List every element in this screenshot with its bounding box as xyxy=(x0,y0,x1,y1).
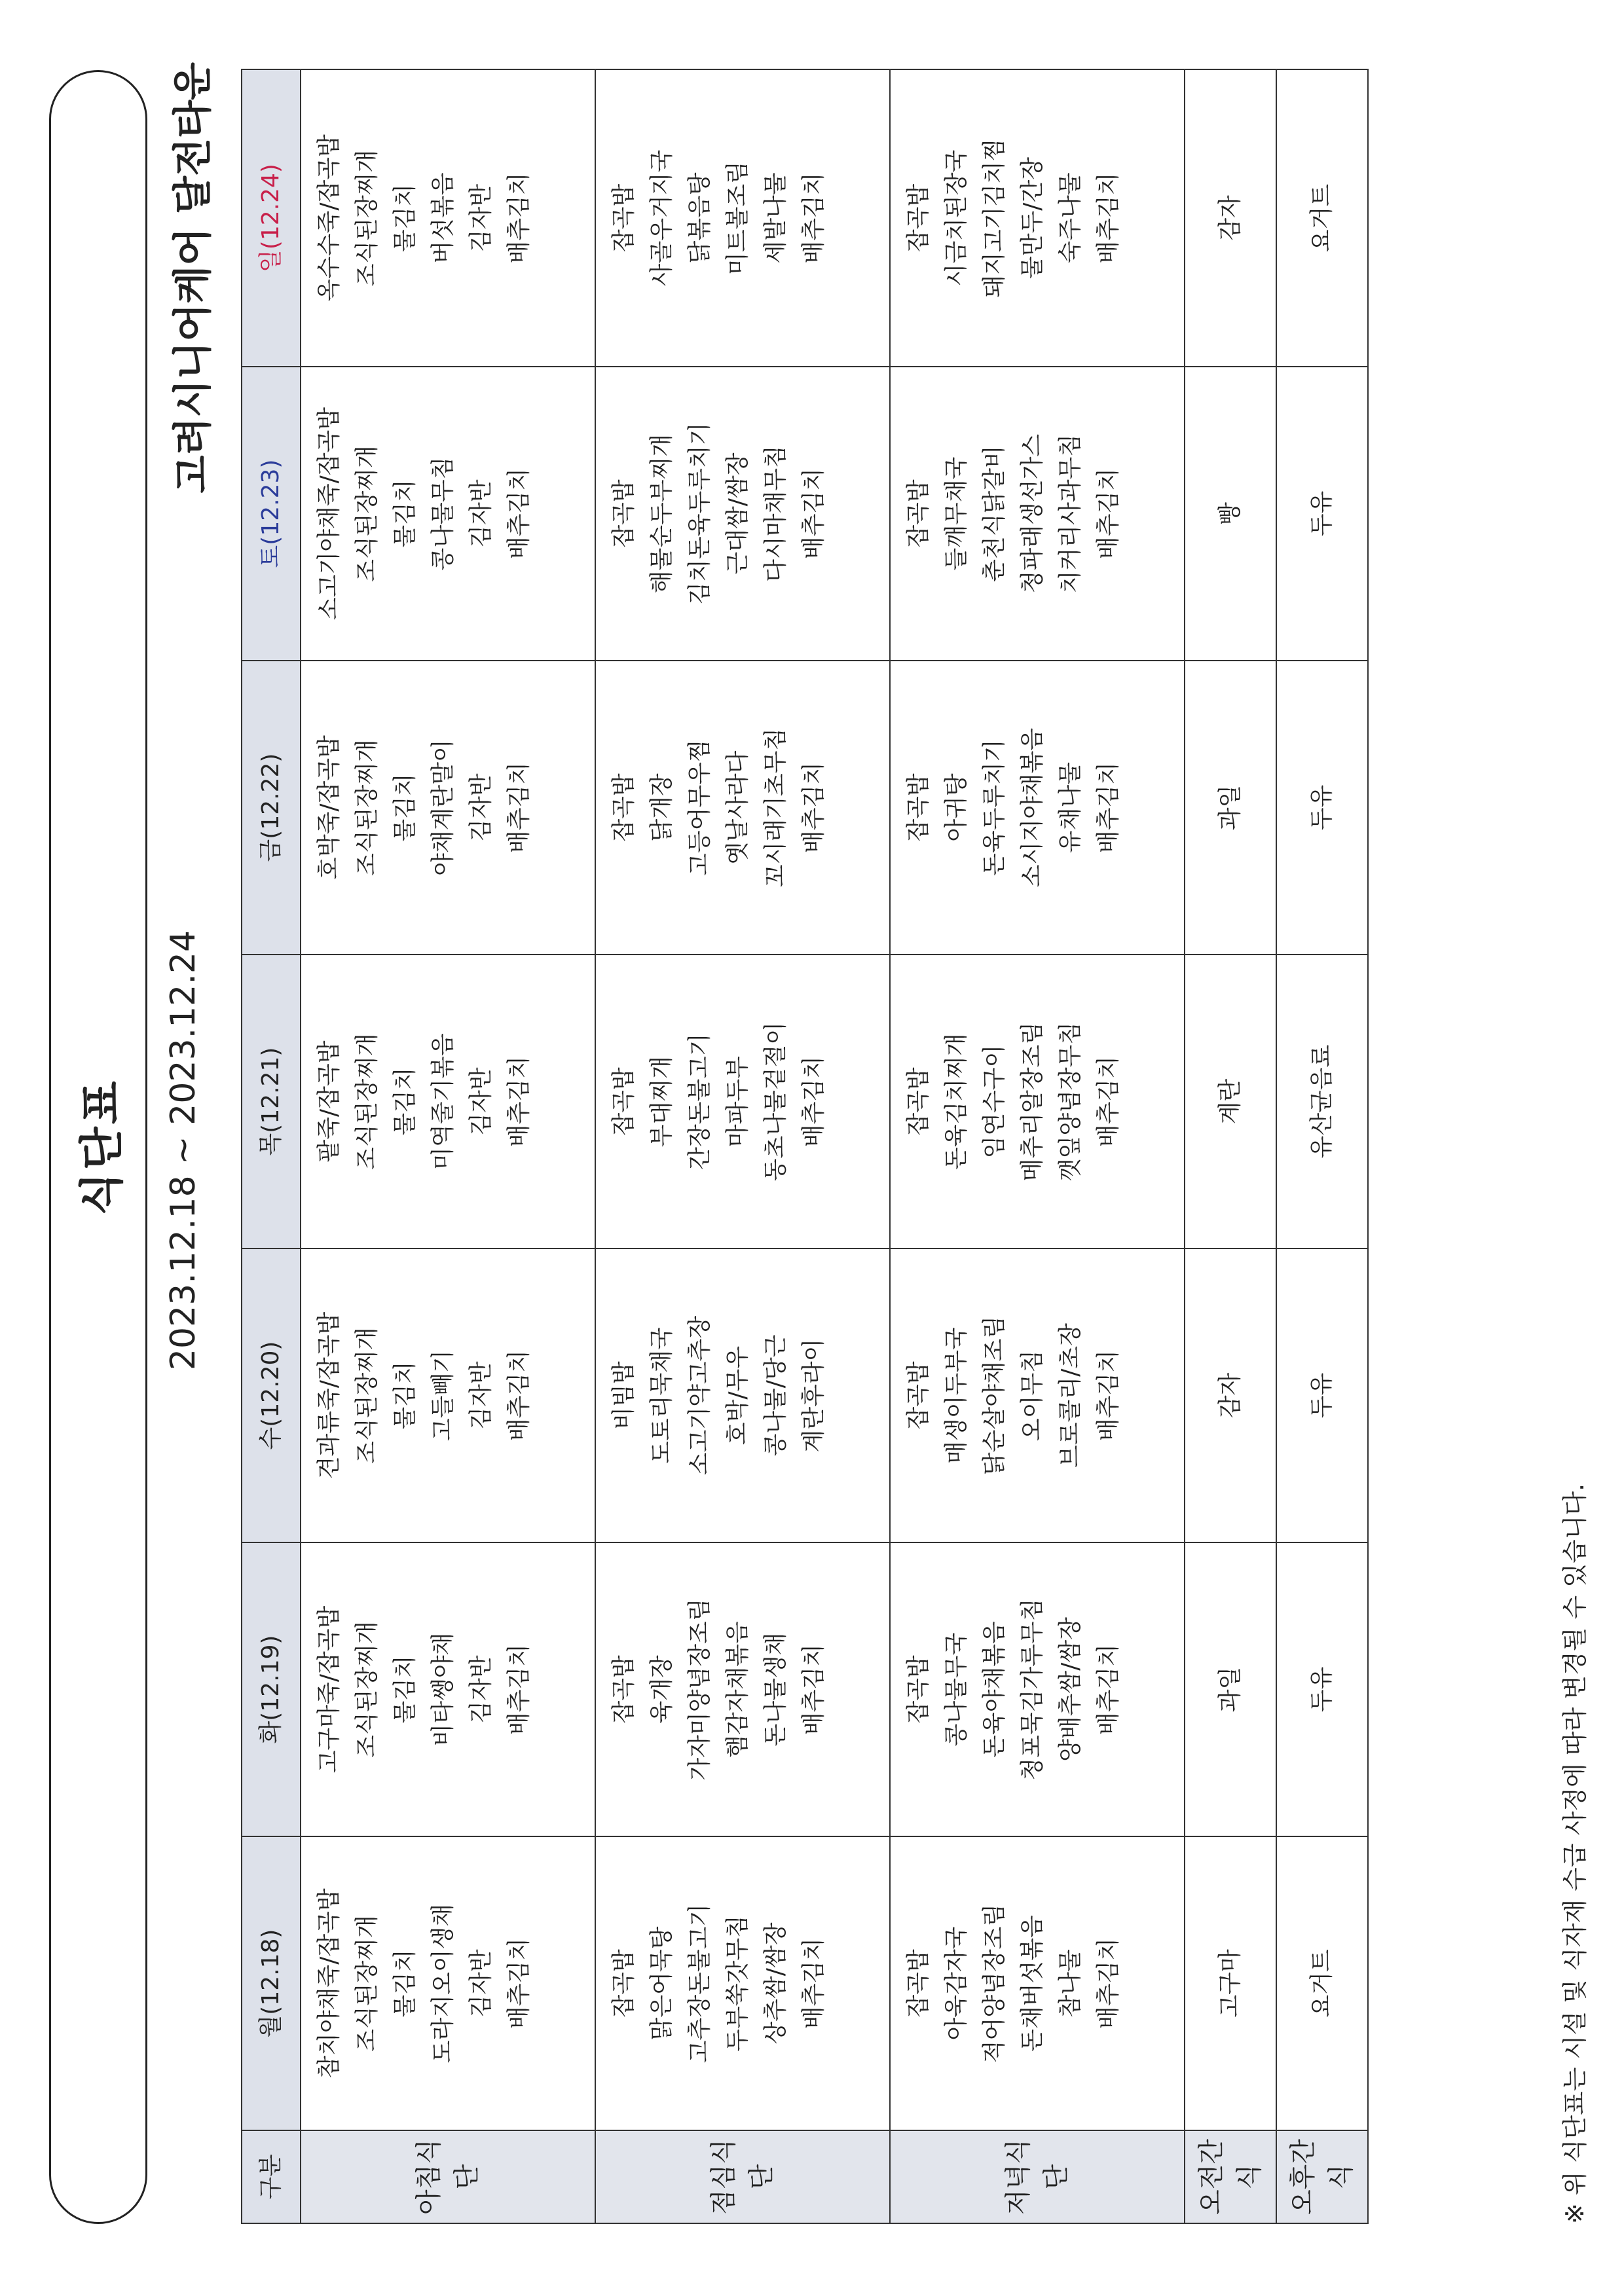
snack-cell: 고구마 xyxy=(1185,1836,1276,2130)
menu-item: 팥죽/잡곡밥 xyxy=(316,1040,342,1163)
menu-item: 사골우거지국 xyxy=(648,149,675,287)
menu-item: 김치돈육두루치기 xyxy=(686,422,713,605)
menu-item: 배추김치 xyxy=(1095,467,1122,560)
snack-cell: 두유 xyxy=(1276,1248,1368,1542)
menu-item: 배추김치 xyxy=(506,467,532,560)
menu-item: 숙주나물 xyxy=(1057,172,1084,264)
facility-name: 고려시니어케어 달전타운 xyxy=(170,62,216,494)
title-banner xyxy=(49,70,147,2224)
meal-cell xyxy=(301,661,595,955)
header-day: 목(12.21) xyxy=(242,955,301,1248)
menu-item: 양배추쌈/쌈장 xyxy=(1057,1617,1084,1762)
menu-item: 부대찌개 xyxy=(648,1055,675,1148)
snack-cell: 빵 xyxy=(1185,367,1276,661)
meal-row xyxy=(890,69,1185,2223)
menu-item: 야채계란말이 xyxy=(430,739,456,876)
meal-cell xyxy=(301,1542,595,1836)
menu-item: 조식된장찌개 xyxy=(354,1327,380,1464)
menu-item: 아욱감자국 xyxy=(943,1926,970,2041)
meal-cell xyxy=(890,1836,1185,2130)
menu-item: 세발나물 xyxy=(762,172,789,264)
menu-item: 유채나물 xyxy=(1057,761,1084,854)
snack-cell: 과일 xyxy=(1185,661,1276,955)
meal-row xyxy=(301,69,595,2223)
menu-item: 돈채버섯볶음 xyxy=(1019,1915,1046,2052)
menu-item: 버섯볶음 xyxy=(430,172,456,264)
menu-item: 조식된장찌개 xyxy=(354,1621,380,1758)
menu-item: 배추김치 xyxy=(1095,761,1122,854)
meal-cell xyxy=(890,367,1185,661)
snack-cell: 두유 xyxy=(1276,1542,1368,1836)
menu-item: 소고기야채죽/잡곡밥 xyxy=(316,407,342,621)
page-title: 식단표 xyxy=(76,1078,128,1216)
menu-item: 배추김치 xyxy=(800,1937,827,2030)
menu-item: 동초나물겉절이 xyxy=(762,1021,789,1182)
menu-item: 배추김치 xyxy=(1095,1643,1122,1736)
meal-cell xyxy=(301,955,595,1248)
menu-item: 마파두부 xyxy=(724,1055,751,1148)
menu-item: 상추쌈/쌈장 xyxy=(762,1922,789,2045)
menu-item: 잡곡밥 xyxy=(905,1655,932,1724)
menu-item: 조식된장찌개 xyxy=(354,1033,380,1170)
snack-cell: 요거트 xyxy=(1276,1836,1368,2130)
menu-item: 닭순살야채조림 xyxy=(981,1315,1008,1476)
meal-cell xyxy=(301,367,595,661)
meal-row xyxy=(595,69,890,2223)
menu-item: 물만두/간장 xyxy=(1019,157,1046,280)
menu-item: 물김치 xyxy=(392,1361,418,1430)
snack-row-label: 오전간식 xyxy=(1185,2130,1276,2223)
menu-period: 2023.12.18 ~ 2023.12.24 xyxy=(164,930,203,1371)
menu-item: 배추김치 xyxy=(800,1643,827,1736)
weekly-menu-table xyxy=(241,69,1369,2224)
menu-item: 콩나물무침 xyxy=(430,456,456,571)
header-day-sunday: 일(12.24) xyxy=(242,69,301,367)
menu-item: 적어양념장조림 xyxy=(981,1903,1008,2064)
menu-item: 김자반 xyxy=(468,1949,494,2018)
menu-item: 돈육김치찌개 xyxy=(943,1033,970,1170)
header-day-saturday: 토(12.23) xyxy=(242,367,301,661)
meal-cell xyxy=(301,69,595,367)
menu-item: 들깨무채국 xyxy=(943,456,970,571)
meal-cell xyxy=(301,1248,595,1542)
menu-item: 계란후라이 xyxy=(800,1338,827,1453)
menu-item: 잡곡밥 xyxy=(905,1067,932,1136)
snack-row xyxy=(1276,69,1368,2223)
meal-cell xyxy=(595,1248,890,1542)
menu-item: 김자반 xyxy=(468,183,494,253)
menu-item: 배추김치 xyxy=(506,1055,532,1148)
meal-cell xyxy=(890,1248,1185,1542)
menu-item: 다시마채무침 xyxy=(762,445,789,582)
menu-item: 미트볼조림 xyxy=(724,161,751,275)
menu-item: 청포묵김가루무침 xyxy=(1019,1598,1046,1781)
menu-item: 브로콜리/초장 xyxy=(1057,1323,1084,1468)
menu-item: 잡곡밥 xyxy=(610,1655,637,1724)
menu-item: 닭개장 xyxy=(648,773,675,842)
menu-item: 김자반 xyxy=(468,1067,494,1136)
menu-item: 비타쌩야채 xyxy=(430,1632,456,1747)
menu-item: 배추김치 xyxy=(800,467,827,560)
menu-item: 견과류죽/잡곡밥 xyxy=(316,1311,342,1480)
menu-item: 비빔밥 xyxy=(610,1361,637,1430)
menu-item: 깻잎양념장무침 xyxy=(1057,1021,1084,1182)
menu-item: 고추장돈불고기 xyxy=(686,1903,713,2064)
menu-item: 배추김치 xyxy=(506,761,532,854)
menu-item: 콩나물/당근 xyxy=(762,1334,789,1457)
snack-cell: 두유 xyxy=(1276,661,1368,955)
menu-item: 김자반 xyxy=(468,1655,494,1724)
menu-item: 고구마죽/잡곡밥 xyxy=(316,1605,342,1774)
menu-item: 잡곡밥 xyxy=(905,773,932,842)
menu-item: 육개장 xyxy=(648,1655,675,1724)
snack-row-label: 오후간식 xyxy=(1276,2130,1368,2223)
meal-cell xyxy=(595,367,890,661)
menu-item: 호박/무우 xyxy=(724,1345,751,1446)
snack-row xyxy=(1185,69,1276,2223)
meal-cell xyxy=(890,955,1185,1248)
menu-item: 옥수수죽/잡곡밥 xyxy=(316,134,342,302)
menu-item: 아귀탕 xyxy=(943,773,970,842)
meal-cell xyxy=(890,1542,1185,1836)
menu-item: 고등어무우찜 xyxy=(686,739,713,876)
menu-item: 배추김치 xyxy=(1095,172,1122,264)
menu-item: 배추김치 xyxy=(506,1349,532,1442)
snack-cell: 감자 xyxy=(1185,1248,1276,1542)
menu-item: 소고기약고추장 xyxy=(686,1315,713,1476)
menu-item: 배추김치 xyxy=(506,172,532,264)
menu-item: 햄감자채볶음 xyxy=(724,1621,751,1758)
menu-item: 시금치된장국 xyxy=(943,149,970,287)
menu-item: 미역줄기볶음 xyxy=(430,1033,456,1170)
menu-item: 조식된장찌개 xyxy=(354,1915,380,2052)
meal-cell xyxy=(301,1836,595,2130)
menu-item: 해물순두부찌개 xyxy=(648,433,675,594)
footer-note: ※ 위 식단표는 시설 및 식자재 수급 사정에 따라 변경될 수 있습니다. xyxy=(1560,1483,1589,2224)
menu-item: 치커리사과무침 xyxy=(1057,433,1084,594)
menu-item: 닭볶음탕 xyxy=(686,172,713,264)
menu-item: 춘천식닭갈비 xyxy=(981,445,1008,582)
meal-row-label: 아침식단 xyxy=(301,2130,595,2223)
menu-item: 콩나물무국 xyxy=(943,1632,970,1747)
menu-item: 호박죽/잡곡밥 xyxy=(316,735,342,880)
menu-item: 물김치 xyxy=(392,1067,418,1136)
menu-item: 맑은어묵탕 xyxy=(648,1926,675,2041)
menu-item: 물김치 xyxy=(392,1655,418,1724)
menu-item: 참치야채죽/잡곡밥 xyxy=(316,1888,342,2079)
header-category: 구분 xyxy=(242,2130,301,2223)
menu-item: 조식된장찌개 xyxy=(354,739,380,876)
menu-item: 물김치 xyxy=(392,1949,418,2018)
menu-item: 도토리묵채국 xyxy=(648,1327,675,1464)
menu-item: 잡곡밥 xyxy=(610,1949,637,2018)
menu-item: 조식된장찌개 xyxy=(354,445,380,582)
meal-cell xyxy=(890,661,1185,955)
menu-item: 잡곡밥 xyxy=(905,479,932,548)
meal-cell xyxy=(890,69,1185,367)
menu-item: 김자반 xyxy=(468,1361,494,1430)
menu-item: 간장돈불고기 xyxy=(686,1033,713,1170)
menu-item: 돈나물생채 xyxy=(762,1632,789,1747)
menu-item: 돈육야채볶음 xyxy=(981,1621,1008,1758)
menu-item: 소시지야채볶음 xyxy=(1019,727,1046,888)
snack-cell: 두유 xyxy=(1276,367,1368,661)
menu-item: 매생이두부국 xyxy=(943,1327,970,1464)
menu-item: 배추김치 xyxy=(800,1055,827,1148)
meal-row-label: 저녁식단 xyxy=(890,2130,1185,2223)
menu-item: 참나물 xyxy=(1057,1949,1084,2018)
menu-item: 조식된장찌개 xyxy=(354,149,380,287)
meal-row-label: 점심식단 xyxy=(595,2130,890,2223)
menu-item: 잡곡밥 xyxy=(610,479,637,548)
menu-item: 김자반 xyxy=(468,479,494,548)
menu-item: 잡곡밥 xyxy=(610,773,637,842)
menu-item: 배추김치 xyxy=(1095,1937,1122,2030)
menu-item: 배추김치 xyxy=(506,1643,532,1736)
menu-item: 물김치 xyxy=(392,773,418,842)
menu-item: 배추김치 xyxy=(506,1937,532,2030)
menu-item: 오이무침 xyxy=(1019,1349,1046,1442)
meal-cell xyxy=(595,1542,890,1836)
menu-item: 잡곡밥 xyxy=(610,183,637,253)
snack-cell: 계란 xyxy=(1185,955,1276,1248)
header-day: 수(12.20) xyxy=(242,1248,301,1542)
header-day: 월(12.18) xyxy=(242,1836,301,2130)
snack-cell: 과일 xyxy=(1185,1542,1276,1836)
menu-item: 돼지고기김치찜 xyxy=(981,138,1008,298)
header-day: 금(12.22) xyxy=(242,661,301,955)
menu-item: 메추리알장조림 xyxy=(1019,1021,1046,1182)
meal-cell xyxy=(595,661,890,955)
menu-item: 잡곡밥 xyxy=(905,1361,932,1430)
menu-item: 돈육두루치기 xyxy=(981,739,1008,876)
menu-item: 배추김치 xyxy=(1095,1349,1122,1442)
snack-cell: 유산균음료 xyxy=(1276,955,1368,1248)
menu-item: 고들빼기 xyxy=(430,1349,456,1442)
menu-item: 임연수구이 xyxy=(981,1044,1008,1159)
menu-item: 근대쌈/쌈장 xyxy=(724,452,751,575)
menu-item: 꼬시래기초무침 xyxy=(762,727,789,888)
menu-item: 물김치 xyxy=(392,183,418,253)
menu-item: 잡곡밥 xyxy=(905,1949,932,2018)
meal-cell xyxy=(595,1836,890,2130)
meal-cell xyxy=(595,955,890,1248)
menu-item: 배추김치 xyxy=(800,172,827,264)
snack-cell: 감자 xyxy=(1185,69,1276,367)
meal-cell xyxy=(595,69,890,367)
menu-item: 김자반 xyxy=(468,773,494,842)
menu-item: 가자미양념장조림 xyxy=(686,1598,713,1781)
menu-item: 청파래생선가스 xyxy=(1019,433,1046,594)
menu-item: 배추김치 xyxy=(800,761,827,854)
menu-item: 물김치 xyxy=(392,479,418,548)
header-row xyxy=(242,69,301,2223)
header-day: 화(12.19) xyxy=(242,1542,301,1836)
menu-item: 잡곡밥 xyxy=(610,1067,637,1136)
menu-item: 도라지오이생채 xyxy=(430,1903,456,2064)
menu-item: 배추김치 xyxy=(1095,1055,1122,1148)
menu-item: 옛날사라다 xyxy=(724,750,751,865)
menu-item: 두부쑥갓무침 xyxy=(724,1915,751,2052)
menu-item: 잡곡밥 xyxy=(905,183,932,253)
snack-cell: 요거트 xyxy=(1276,69,1368,367)
